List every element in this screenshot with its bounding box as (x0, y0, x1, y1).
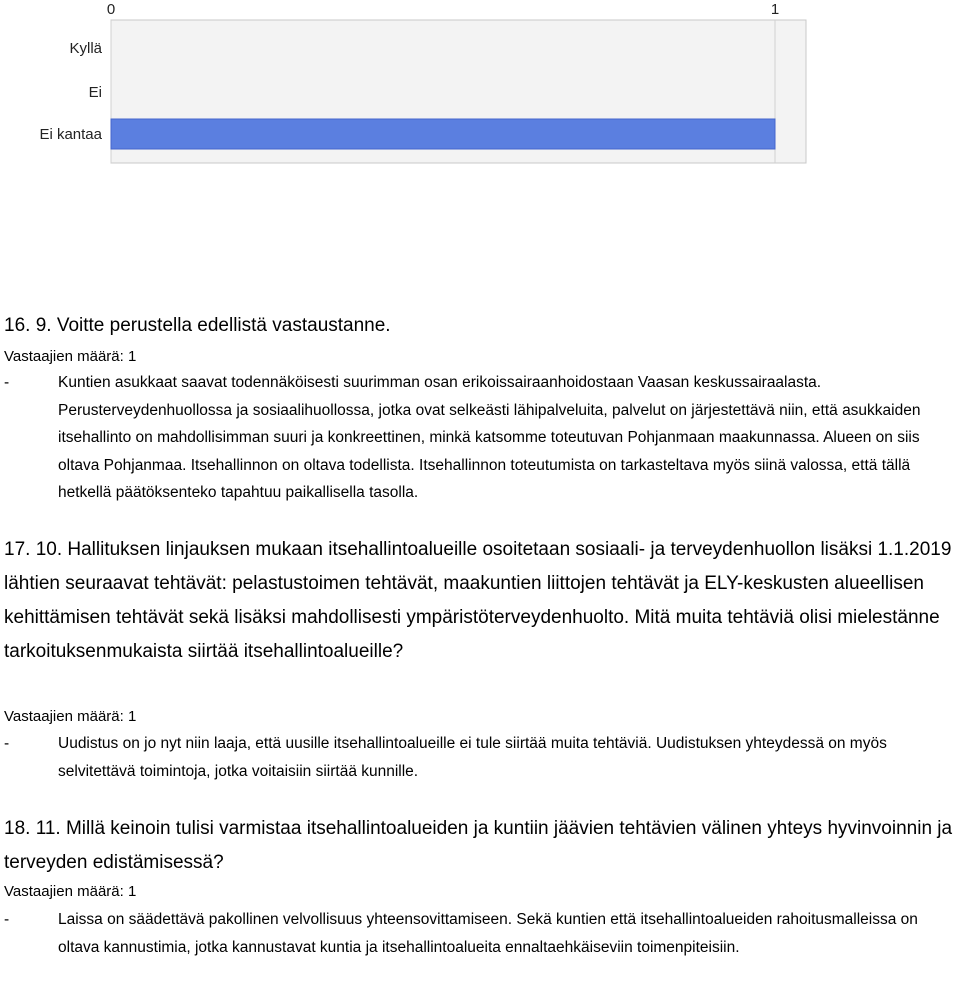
x-axis-ticks (107, 1, 779, 18)
y-axis-categories (39, 40, 102, 143)
question-16-title: 16. 9. Voitte perustella edellistä vastaustanne. (4, 315, 391, 336)
question-16-answer (4, 369, 954, 507)
answer-dash: - (4, 911, 10, 928)
answer-text: Uudistus on jo nyt niin laaja, että uusille itsehallintoalueille ei tule siirtää muita tehtäviä. Uudistuksen yhteydessä on myös selvitettävä toimintoja, jotka voitaisiin siirtää kunnille. (58, 735, 887, 780)
category-label: Ei kantaa (39, 126, 102, 143)
bar (111, 119, 775, 149)
answer-text: Laissa on säädettävä pakollinen velvollisuus yhteensovittamiseen. Sekä kuntien että itsehallintoalueiden rahoitusmalleissa on oltava kannustimia, jotka kannustavat kuntia ja itsehallintoalueita ennaltaehkäiseviin toimenpiteisiin. (58, 911, 918, 956)
category-label: Ei (88, 84, 102, 101)
question-17-answer (4, 730, 954, 785)
x-tick-label: 1 (770, 1, 780, 18)
question-17-respondent-count: Vastaajien määrä: 1 (4, 708, 137, 725)
question-16-respondent-count: Vastaajien määrä: 1 (4, 348, 137, 365)
answer-text: Kuntien asukkaat saavat todennäköisesti suurimman osan erikoissairaanhoidostaan Vaasan keskussairaalasta. Perusterveydenhuollossa ja sosiaalihuollossa, jotka ovat selkeästi lähipalveluita, palvelut on järjestettävä niin, että asukkaiden itsehallinto on mahdollisimman suuri ja konkreettinen, minkä katsomme toteutuvan Pohjanmaan maakunnassa. Alueen on siis oltava Pohjanmaa. Itsehallinnon on oltava todellista. Itsehallinnon toteutumista on tarkasteltava myös siinä valossa, että tällä hetkellä päätöksenteko tapahtuu paikallisella tasolla. (58, 374, 921, 501)
question-18-respondent-count: Vastaajien määrä: 1 (4, 883, 137, 900)
answer-dash: - (4, 374, 10, 391)
question-18-answer (4, 906, 954, 961)
x-tick-label: 0 (106, 1, 116, 18)
response-bar-chart (0, 0, 960, 170)
answer-dash: - (4, 735, 10, 752)
bars (111, 119, 775, 149)
category-label: Kyllä (69, 40, 102, 57)
question-17-title: 17. 10. Hallituksen linjauksen mukaan itsehallintoalueille osoitetaan sosiaali- ja terveydenhuollon lisäksi 1.1.2019 lähtien seuraavat tehtävät: pelastustoimen tehtävät, maakuntien liittojen tehtävät ja ELY-keskusten alueellisen kehittämisen tehtävät sekä lisäksi mahdollisesti ympäristöterveydenhuolto. Mitä muita tehtäviä olisi mielestänne tarkoituksenmukaista siirtää itsehallintoalueille? (4, 539, 952, 662)
question-18-title: 18. 11. Millä keinoin tulisi varmistaa itsehallintoalueiden ja kuntiin jäävien tehtävien välinen yhteys hyvinvoinnin ja terveyden edistämisessä? (4, 818, 953, 873)
